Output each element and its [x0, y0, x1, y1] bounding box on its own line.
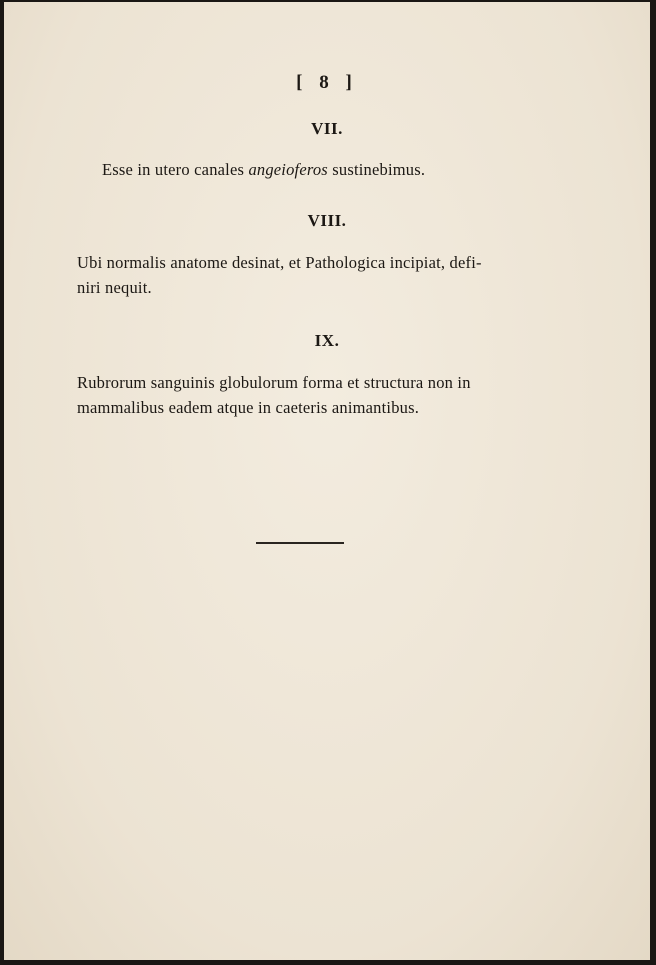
thesis-text-vii-italic: angeioferos: [248, 160, 328, 179]
thesis-numeral-viii: VIII.: [307, 211, 347, 230]
thesis-text-ix-line1: Rubrorum sanguinis globulorum forma et structura non in: [77, 373, 471, 392]
thesis-text-ix-line2: mammalibus eadem atque in caeteris animantibus.: [77, 398, 420, 417]
thesis-text-viii-line1: Ubi normalis anatome desinat, et Pathologica incipiat, defi-: [77, 253, 482, 272]
closing-rule: [256, 542, 344, 544]
thesis-numeral-ix: IX.: [314, 331, 340, 350]
document-page: [4, 2, 650, 960]
page-number: [ 8 ]: [296, 72, 358, 93]
thesis-text-vii-part3: sustinebimus.: [327, 160, 426, 179]
thesis-numeral-vii: VII.: [311, 119, 343, 138]
thesis-text-vii: [102, 160, 425, 180]
thesis-text-viii-line2: niri nequit.: [77, 278, 152, 297]
thesis-text-vii-part1: Esse in utero canales: [102, 160, 249, 179]
